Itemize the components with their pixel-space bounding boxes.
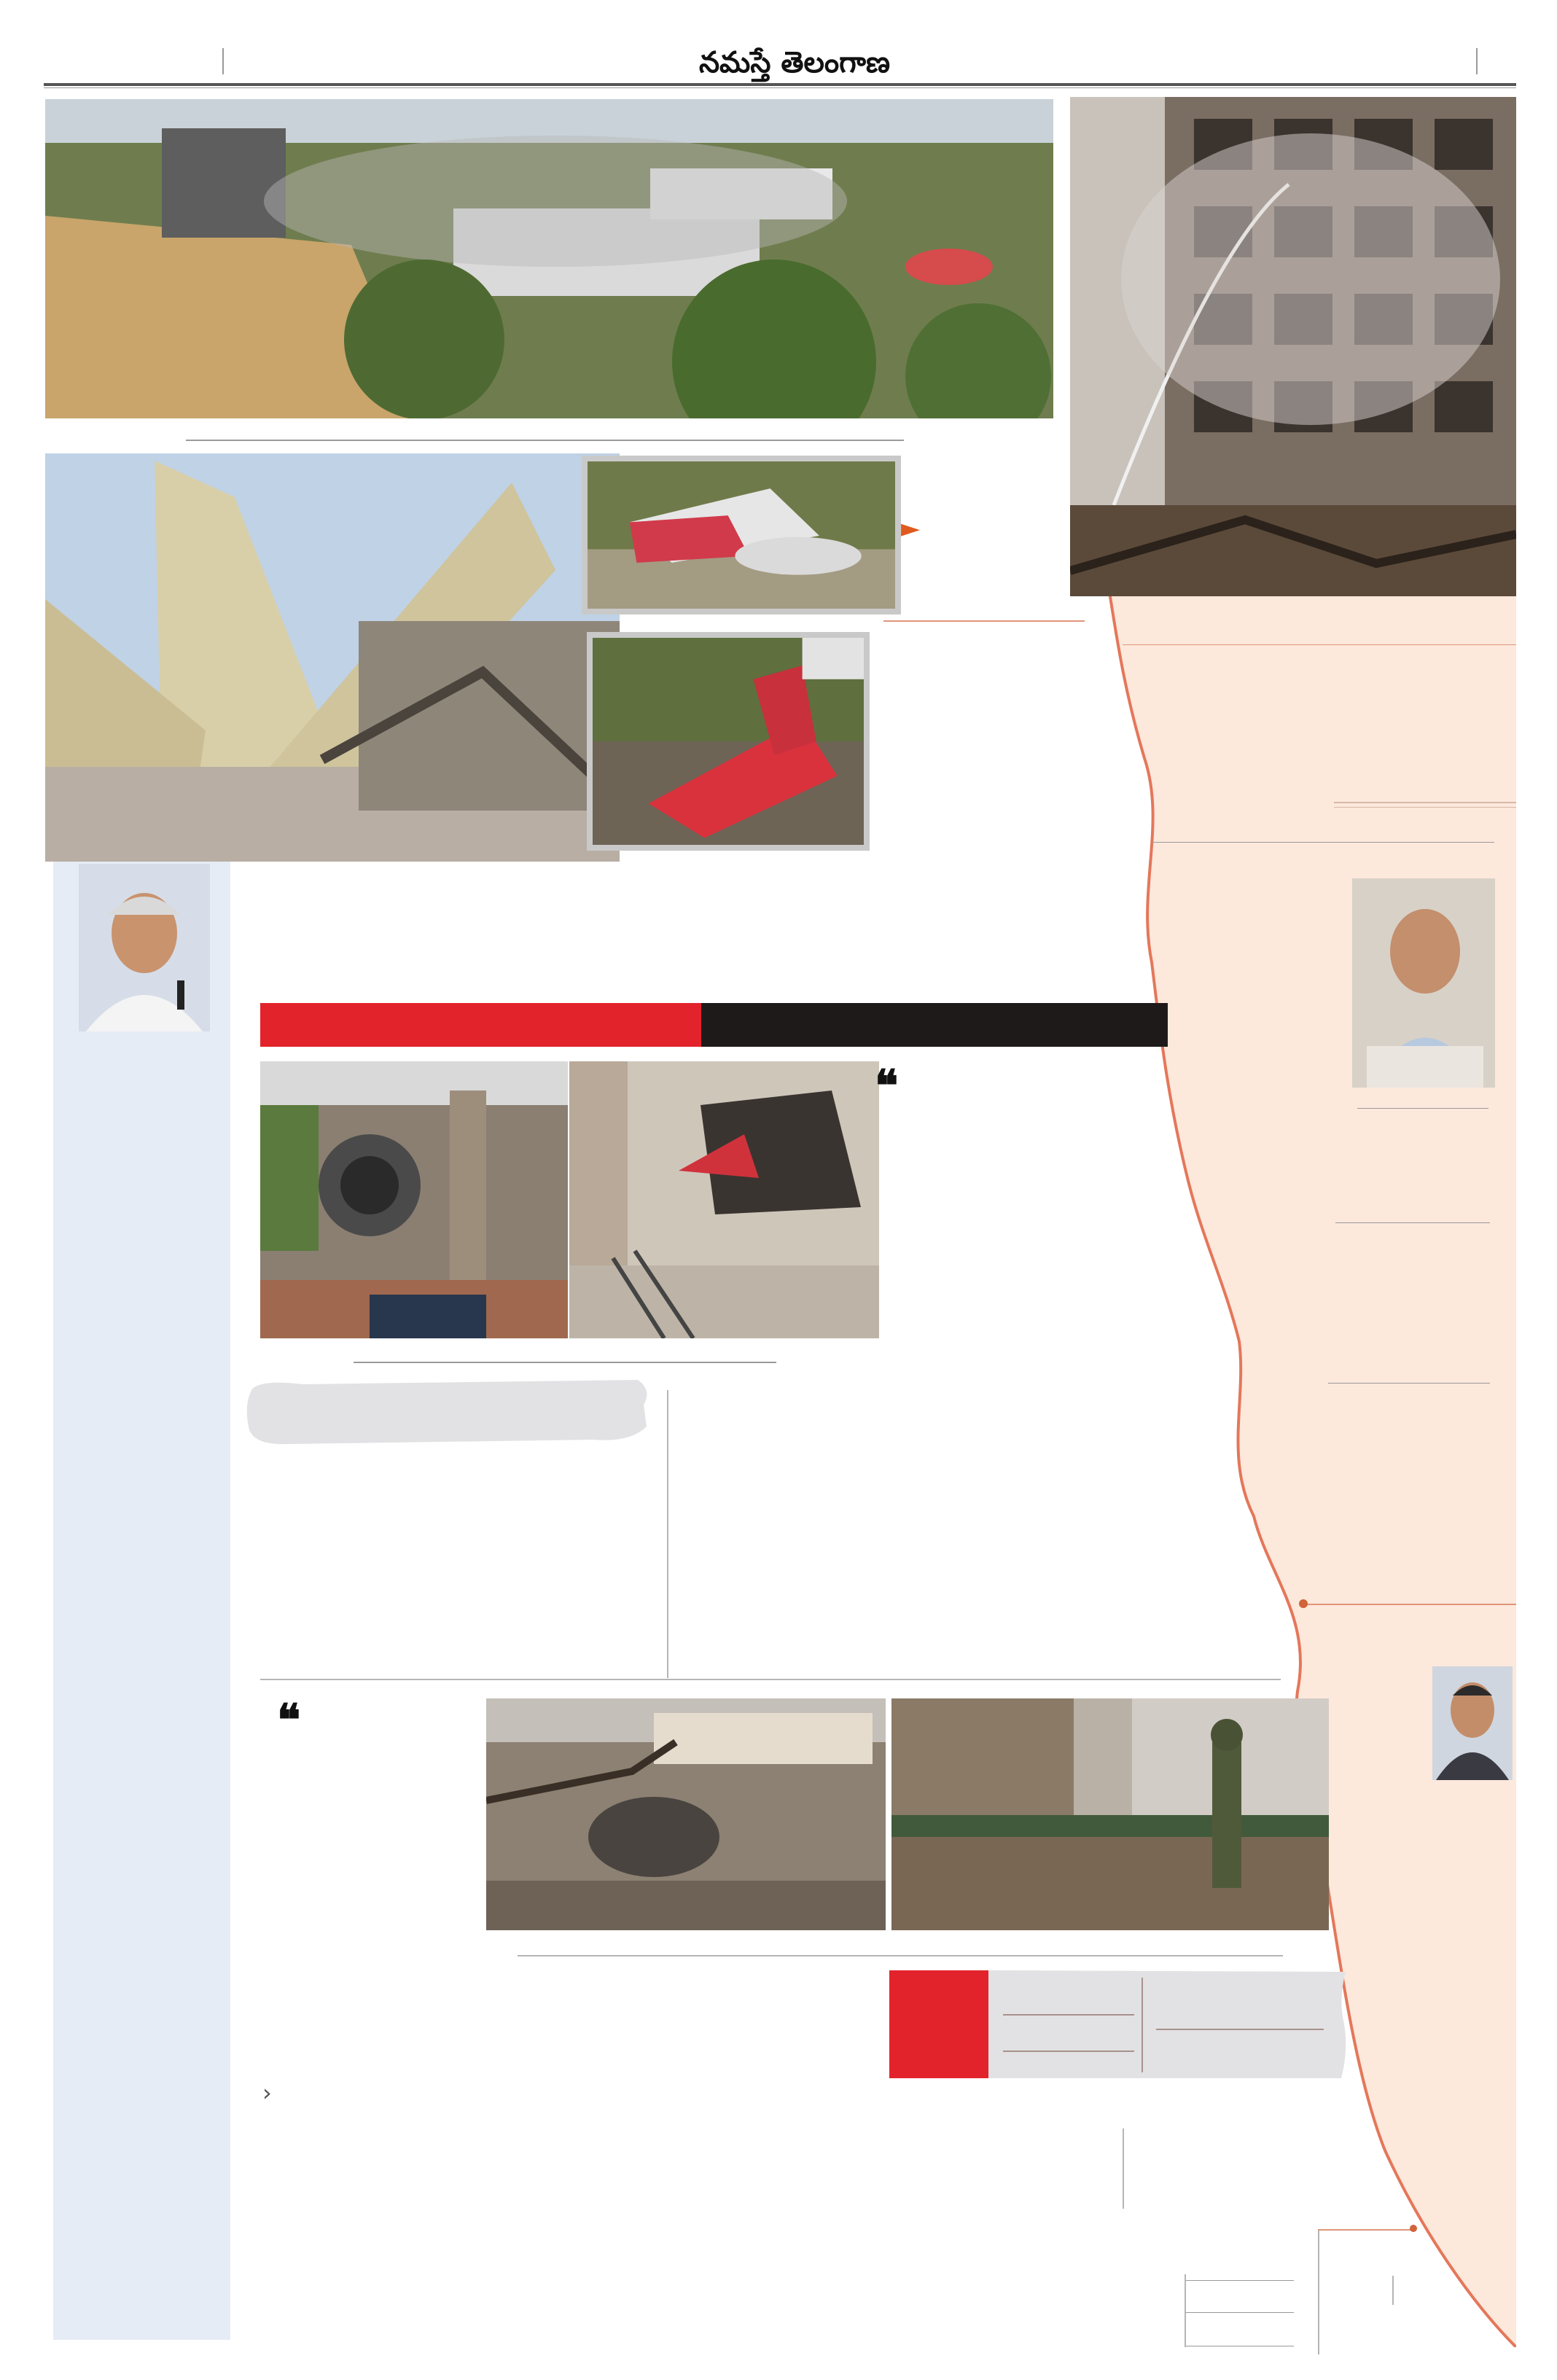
bottom-divider-2 <box>1185 2274 1186 2347</box>
column-divider-1 <box>667 1390 668 1678</box>
header-rule-thin <box>44 87 1516 88</box>
bottom-rule-orange <box>1318 2229 1416 2231</box>
bottom-bullet-arrow: › <box>262 2079 272 2107</box>
panel-dot <box>1299 1599 1308 1608</box>
info-box-gray <box>988 1970 1349 2078</box>
quote-mark-lower: ❝ <box>277 1695 301 1746</box>
rescue-scene-photo <box>891 1698 1329 1930</box>
header-rule <box>44 83 1516 86</box>
blurb-highlight-box <box>244 1376 652 1448</box>
bottom-rule-b <box>1185 2312 1294 2313</box>
engine-photo <box>260 1061 568 1338</box>
wreckage-photo <box>582 456 901 614</box>
panel-rule-3 <box>1334 807 1516 808</box>
landing-gear-photo <box>486 1698 886 1930</box>
bottom-divider-3 <box>1318 2231 1319 2354</box>
bottom-rule-a <box>1185 2280 1294 2281</box>
aircraft-tail-photo <box>45 453 620 862</box>
orange-rule-1 <box>883 620 1085 622</box>
panel-rule-7 <box>1328 1383 1490 1384</box>
masthead: నమస్తే తెలంగాణ <box>698 45 891 79</box>
panel-rule-1 <box>1123 644 1516 645</box>
wreckage-photo <box>587 632 870 851</box>
panel-rule-2 <box>1334 802 1516 803</box>
header-divider-left <box>222 48 224 74</box>
caption-rule-top <box>186 440 904 441</box>
building-fire-photo <box>1070 97 1516 596</box>
headline-banner-red <box>260 1003 701 1047</box>
portrait-photo <box>1352 878 1495 1088</box>
caption-rule-mid <box>354 1362 776 1363</box>
damaged-wall-photo <box>569 1061 879 1338</box>
portrait-photo <box>1432 1666 1513 1780</box>
header-divider-right <box>1476 48 1478 74</box>
right-sidebar-panel <box>1079 583 1516 2347</box>
caption-rule-bottom <box>518 1955 1283 1956</box>
crash-site-aerial-photo <box>45 99 1053 418</box>
info-box-red <box>889 1970 990 2078</box>
bottom-dot <box>1410 2225 1417 2232</box>
left-column-panel <box>53 846 230 2340</box>
photo-pointer-arrow: ► <box>901 514 921 543</box>
headline-banner-black <box>701 1003 1168 1047</box>
bottom-divider-1 <box>1123 2129 1124 2209</box>
quote-mark-upper: ❝ <box>875 1061 899 1112</box>
panel-rule-orange <box>1305 1604 1516 1605</box>
panel-rule-4 <box>1152 842 1494 843</box>
portrait-photo <box>79 864 210 1031</box>
panel-rule-6 <box>1335 1222 1490 1223</box>
panel-rule-5 <box>1357 1108 1488 1109</box>
section-rule-lower <box>260 1679 1281 1680</box>
bottom-divider-4 <box>1392 2276 1394 2305</box>
